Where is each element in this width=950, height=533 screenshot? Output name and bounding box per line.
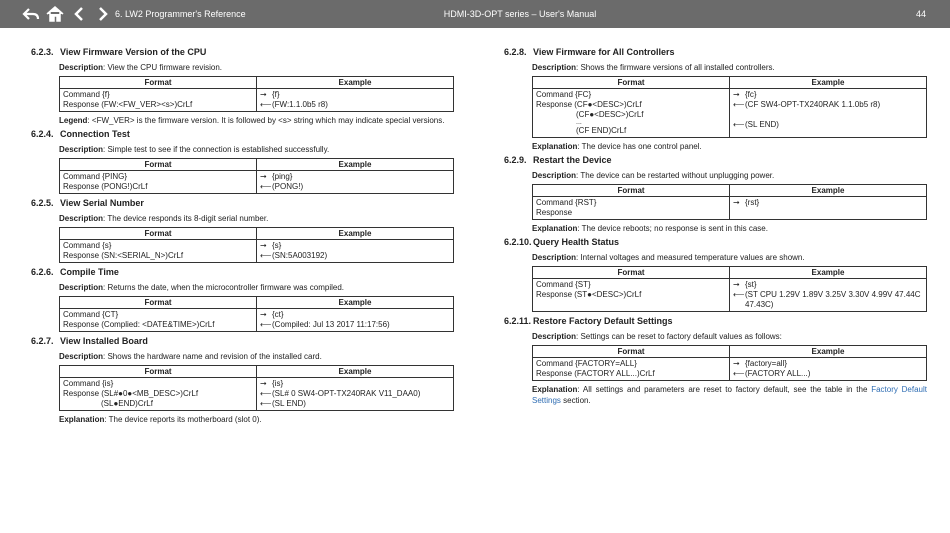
section-heading: 6.2.9. Restart the Device — [504, 155, 612, 165]
example-cell: ➞ {st} ⟵(ST CPU 1.29V 1.89V 3.25V 3.30V 4.99V 47.44C 47.43C) — [730, 279, 927, 312]
chapter-title: 6. LW2 Programmer's Reference — [115, 9, 246, 19]
format-table — [59, 227, 454, 263]
format-header: Format — [533, 267, 730, 279]
example-header: Example — [257, 228, 454, 240]
format-table — [59, 76, 454, 112]
section-heading: 6.2.10.Query Health Status — [504, 237, 620, 247]
description: Description: Returns the date, when the microcontroller firmware was compiled. — [59, 283, 345, 292]
example-header: Example — [257, 366, 454, 378]
example-header: Example — [257, 77, 454, 89]
section-heading: 6.2.8. View Firmware for All Controllers — [504, 47, 675, 57]
legend: Legend: <FW_VER> is the firmware version. It is followed by <s> string which may indicate special versions. — [59, 116, 445, 125]
example-cell: ➞ {is} ⟵(SL# 0 SW4-OPT-TX240RAK V11_DAA0) ⟵(SL END) — [257, 378, 454, 411]
page-number: 44 — [915, 9, 926, 19]
example-header: Example — [730, 185, 927, 197]
example-cell: ➞ {factory=all} ⟵(FACTORY ALL...) — [730, 358, 927, 381]
explanation: Explanation: The device reboots; no response is sent in this case. — [532, 224, 768, 233]
format-header: Format — [60, 159, 257, 171]
section-6-2-6 — [31, 267, 454, 332]
example-cell: ➞ {s} ⟵(SN:5A003192) — [257, 240, 454, 263]
explanation: Explanation: The device has one control panel. — [532, 142, 702, 151]
description: Description: View the CPU firmware revision. — [59, 63, 223, 72]
description: Description: The device responds its 8-digit serial number. — [59, 214, 269, 223]
format-table — [59, 365, 454, 411]
format-cell: Command {PING} Response (PONG!)CrLf — [60, 171, 257, 194]
factory-default-link[interactable]: Factory Default Settings — [532, 385, 927, 405]
right-column — [504, 40, 927, 409]
format-table — [532, 345, 927, 381]
section-6-2-9 — [504, 155, 927, 234]
example-cell: ➞ {rst} — [730, 197, 927, 220]
section-6-2-4 — [31, 129, 454, 194]
top-bar — [0, 0, 950, 28]
format-table — [532, 184, 927, 220]
format-table — [532, 266, 927, 312]
section-6-2-11 — [504, 316, 927, 406]
section-heading: 6.2.7. View Installed Board — [31, 336, 148, 346]
section-heading: 6.2.4. Connection Test — [31, 129, 130, 139]
section-6-2-8 — [504, 47, 927, 152]
description: Description: Internal voltages and measured temperature values are shown. — [532, 253, 805, 262]
manual-title: HDMI-3D-OPT series – User's Manual — [443, 9, 597, 19]
example-cell: ➞ {ct} ⟵(Compiled: Jul 13 2017 11:17:56) — [257, 309, 454, 332]
example-header: Example — [257, 159, 454, 171]
format-header: Format — [60, 297, 257, 309]
format-cell: Command {s} Response (SN:<SERIAL_N>)CrLf — [60, 240, 257, 263]
example-header: Example — [257, 297, 454, 309]
description: Description: The device can be restarted without unplugging power. — [532, 171, 775, 180]
format-header: Format — [60, 228, 257, 240]
section-heading: 6.2.6. Compile Time — [31, 267, 119, 277]
left-column — [31, 40, 454, 428]
format-header: Format — [533, 346, 730, 358]
format-header: Format — [60, 77, 257, 89]
description: Description: Settings can be reset to factory default values as follows: — [532, 332, 782, 341]
explanation: Explanation: All settings and parameters are reset to factory default, see the table in the Factory Default Settings section. — [532, 385, 927, 405]
example-header: Example — [730, 267, 927, 279]
section-6-2-7 — [31, 336, 454, 425]
example-cell: ➞ {f} ⟵(FW:1.1.0b5 r8) — [257, 89, 454, 112]
section-6-2-3 — [31, 47, 454, 126]
section-heading: 6.2.5. View Serial Number — [31, 198, 144, 208]
section-heading: 6.2.3. View Firmware Version of the CPU — [31, 47, 207, 57]
example-header: Example — [730, 77, 927, 89]
section-6-2-5 — [31, 198, 454, 263]
format-header: Format — [60, 366, 257, 378]
format-cell: Command {is} Response (SL#●0●<MB_DESC>)CrLf (SL●END)CrLf — [60, 378, 257, 411]
format-cell: Command {FACTORY=ALL} Response (FACTORY ALL...)CrLf — [533, 358, 730, 381]
description: Description: Shows the hardware name and revision of the installed card. — [59, 352, 322, 361]
format-table — [59, 296, 454, 332]
format-cell: Command {ST} Response (ST●<DESC>)CrLf — [533, 279, 730, 312]
description: Description: Shows the firmware versions of all installed controllers. — [532, 63, 775, 72]
format-header: Format — [533, 77, 730, 89]
format-cell: Command {FC} Response (CF●<DESC>)CrLf (CF●<DESC>)CrLf ... (CF END)CrLf — [533, 89, 730, 138]
format-cell: Command {f} Response (FW:<FW_VER><s>)CrLf — [60, 89, 257, 112]
format-table — [59, 158, 454, 194]
description: Description: Simple test to see if the connection is established successfully. — [59, 145, 330, 154]
format-header: Format — [533, 185, 730, 197]
example-cell: ➞ {fc} ⟵(CF SW4-OPT-TX240RAK 1.1.0b5 r8) ⟵(SL END) — [730, 89, 927, 138]
format-cell: Command {CT} Response (Complied: <DATE&TIME>)CrLf — [60, 309, 257, 332]
explanation: Explanation: The device reports its motherboard (slot 0). — [59, 415, 262, 424]
format-table — [532, 76, 927, 138]
section-6-2-10 — [504, 237, 927, 312]
section-heading: 6.2.11. Restore Factory Default Settings — [504, 316, 673, 326]
example-header: Example — [730, 346, 927, 358]
example-cell: ➞ {ping} ⟵(PONG!) — [257, 171, 454, 194]
format-cell: Command {RST} Response — [533, 197, 730, 220]
